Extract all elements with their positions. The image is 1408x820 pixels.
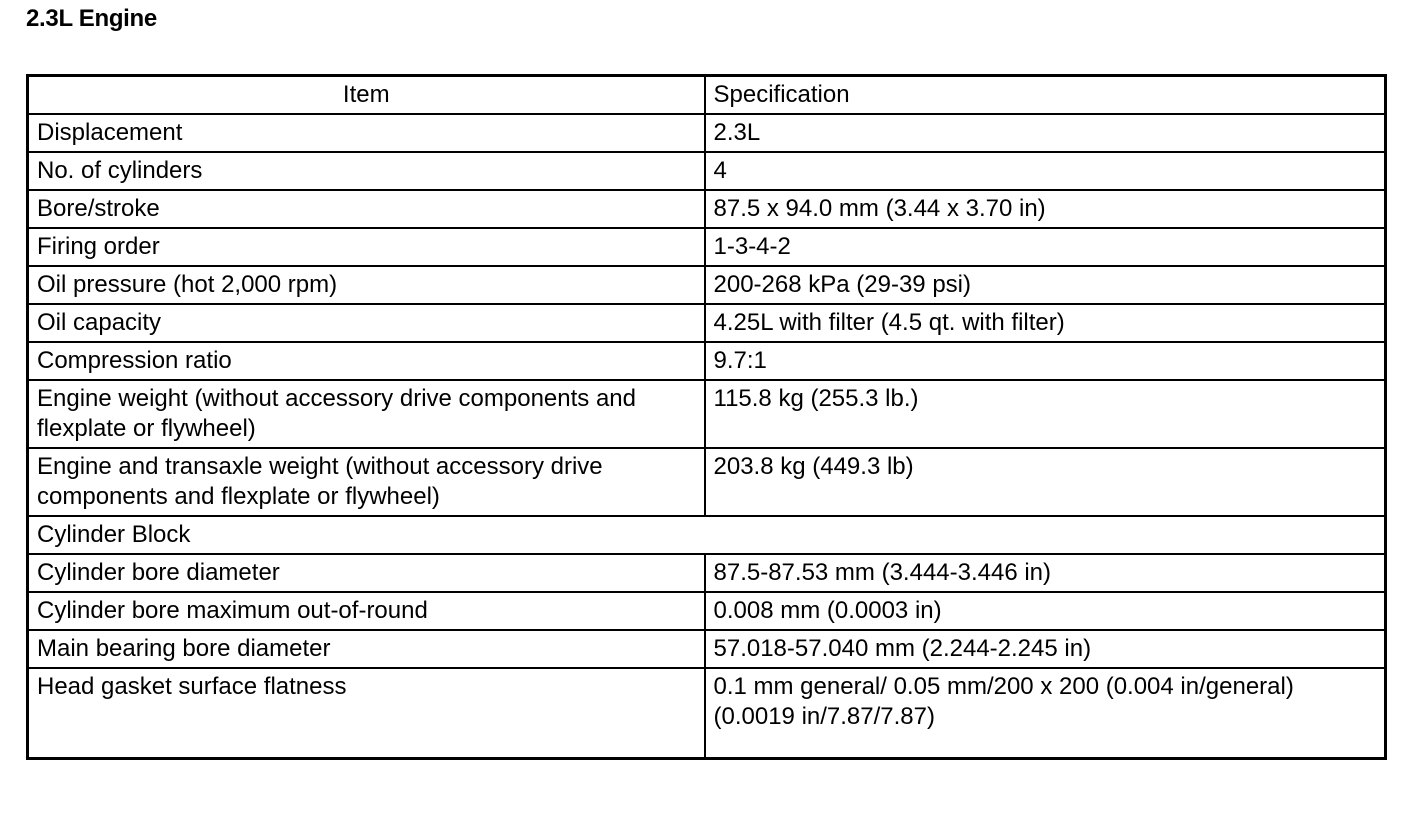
row-item: No. of cylinders bbox=[28, 152, 705, 190]
row-item: Head gasket surface flatness bbox=[28, 668, 705, 759]
header-item: Item bbox=[28, 76, 705, 115]
row-item: Cylinder bore diameter bbox=[28, 554, 705, 592]
table-row bbox=[28, 304, 1386, 342]
row-item: Engine and transaxle weight (without accessory drive components and flexplate or flywheel) bbox=[28, 448, 705, 516]
table-row bbox=[28, 448, 1386, 516]
row-spec: 203.8 kg (449.3 lb) bbox=[705, 448, 1386, 516]
row-spec: 9.7:1 bbox=[705, 342, 1386, 380]
section-header-cylinder-block: Cylinder Block bbox=[28, 516, 1386, 554]
table-row bbox=[28, 380, 1386, 448]
header-specification: Specification bbox=[705, 76, 1386, 115]
row-item: Engine weight (without accessory drive components and flexplate or flywheel) bbox=[28, 380, 705, 448]
row-spec: 115.8 kg (255.3 lb.) bbox=[705, 380, 1386, 448]
row-spec: 1-3-4-2 bbox=[705, 228, 1386, 266]
row-item: Firing order bbox=[28, 228, 705, 266]
row-spec: 87.5-87.53 mm (3.444-3.446 in) bbox=[705, 554, 1386, 592]
row-spec: 57.018-57.040 mm (2.244-2.245 in) bbox=[705, 630, 1386, 668]
row-spec: 0.008 mm (0.0003 in) bbox=[705, 592, 1386, 630]
table-row bbox=[28, 190, 1386, 228]
table-row bbox=[28, 342, 1386, 380]
table-row bbox=[28, 228, 1386, 266]
table-row bbox=[28, 630, 1386, 668]
row-item: Main bearing bore diameter bbox=[28, 630, 705, 668]
row-item: Compression ratio bbox=[28, 342, 705, 380]
table-row bbox=[28, 554, 1386, 592]
section-header-row bbox=[28, 516, 1386, 554]
row-spec: 4.25L with filter (4.5 qt. with filter) bbox=[705, 304, 1386, 342]
row-spec: 4 bbox=[705, 152, 1386, 190]
spec-table bbox=[26, 74, 1387, 760]
row-item: Displacement bbox=[28, 114, 705, 152]
row-spec: 200-268 kPa (29-39 psi) bbox=[705, 266, 1386, 304]
row-item: Bore/stroke bbox=[28, 190, 705, 228]
table-row bbox=[28, 114, 1386, 152]
table-row bbox=[28, 592, 1386, 630]
row-spec: 87.5 x 94.0 mm (3.44 x 3.70 in) bbox=[705, 190, 1386, 228]
page-title: 2.3L Engine bbox=[26, 5, 157, 32]
row-item: Oil pressure (hot 2,000 rpm) bbox=[28, 266, 705, 304]
row-item: Cylinder bore maximum out-of-round bbox=[28, 592, 705, 630]
row-item: Oil capacity bbox=[28, 304, 705, 342]
table-row bbox=[28, 152, 1386, 190]
table-row bbox=[28, 266, 1386, 304]
row-spec: 2.3L bbox=[705, 114, 1386, 152]
table-row bbox=[28, 668, 1386, 759]
table-header-row bbox=[28, 76, 1386, 115]
row-spec: 0.1 mm general/ 0.05 mm/200 x 200 (0.004 in/general) (0.0019 in/7.87/7.87) bbox=[705, 668, 1386, 759]
